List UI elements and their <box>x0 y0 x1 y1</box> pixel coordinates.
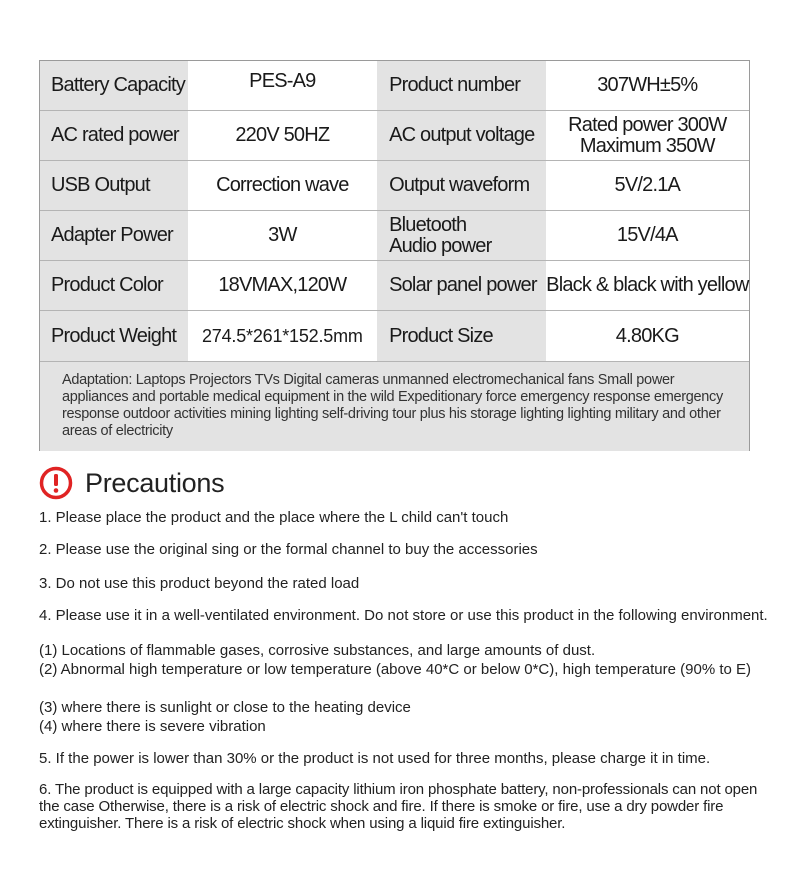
spec-label: Product Weight <box>40 311 188 361</box>
spec-label-line: Bluetooth <box>389 213 467 236</box>
spec-row <box>40 261 749 311</box>
precaution-item: 2. Please use the original sing or the formal channel to buy the accessories <box>39 541 538 558</box>
precaution-item: 6. The product is equipped with a large capacity lithium iron phosphate battery, non-professionals can not open the case Otherwise, there is a risk of electric shock and fire. If there is smoke or fire, use a dry powder fire extinguisher. There is a risk of electric shock when using a liquid fire extinguisher. <box>39 781 758 832</box>
spec-label: Output waveform <box>377 161 546 210</box>
spec-value: 4.80KG <box>546 311 749 361</box>
spec-label <box>377 211 546 260</box>
precaution-item: (1) Locations of flammable gases, corrosive substances, and large amounts of dust. <box>39 642 596 659</box>
spec-value: 18VMAX,120W <box>188 261 377 310</box>
warning-circle-icon <box>39 466 73 500</box>
spec-value: Black & black with yellow <box>546 261 749 310</box>
spec-label: Product Color <box>40 261 188 310</box>
spec-table <box>39 60 750 451</box>
spec-label: USB Output <box>40 161 188 210</box>
spec-label: Solar panel power <box>377 261 546 310</box>
spec-row <box>40 61 749 111</box>
precautions-title: Precautions <box>85 467 225 498</box>
precaution-item: (2) Abnormal high temperature or low temperature (above 40*C or below 0*C), high temperature (90% to E) <box>39 661 752 678</box>
spec-value: 3W <box>188 211 377 260</box>
spec-value: PES-A9 <box>188 61 377 110</box>
spec-value: 220V 50HZ <box>188 111 377 160</box>
precaution-item: 4. Please use it in a well-ventilated environment. Do not store or use this product in the following environment. <box>39 607 768 624</box>
precaution-item: (3) where there is sunlight or close to the heating device <box>39 699 411 716</box>
spec-row <box>40 111 749 161</box>
spec-label: AC output voltage <box>377 111 546 160</box>
precaution-item: 1. Please place the product and the place where the L child can't touch <box>39 509 509 526</box>
spec-label: Battery Capacity <box>40 61 188 110</box>
spec-value: Correction wave <box>188 161 377 210</box>
spec-value: 307WH±5% <box>546 61 749 110</box>
precaution-item: (4) where there is severe vibration <box>39 718 266 735</box>
spec-value: 5V/2.1A <box>546 161 749 210</box>
spec-row <box>40 161 749 211</box>
spec-value <box>546 111 749 160</box>
precaution-item: 5. If the power is lower than 30% or the product is not used for three months, please charge it in time. <box>39 750 711 767</box>
spec-value-line: Rated power 300W <box>568 113 727 136</box>
spec-label: Product Size <box>377 311 546 361</box>
spec-label: Product number <box>377 61 546 110</box>
spec-label-line: Audio power <box>389 234 492 257</box>
precaution-item: 3. Do not use this product beyond the rated load <box>39 575 360 592</box>
spec-value-line: Maximum 350W <box>579 134 715 157</box>
spec-row <box>40 311 749 362</box>
precautions-header <box>39 466 224 500</box>
spec-row <box>40 211 749 261</box>
spec-label: Adapter Power <box>40 211 188 260</box>
spec-label: AC rated power <box>40 111 188 160</box>
spec-value: 274.5*261*152.5mm <box>188 311 377 361</box>
adaptation-note: Adaptation: Laptops Projectors TVs Digital cameras unmanned electromechanical fans Small power appliances and portable medical equipment in the wild Expeditionary force emergency response emergency response outdoor activities mining lighting self-driving tour plus his storage lighting lighting military and other areas of electricity <box>40 362 749 451</box>
spec-value: 15V/4A <box>546 211 749 260</box>
